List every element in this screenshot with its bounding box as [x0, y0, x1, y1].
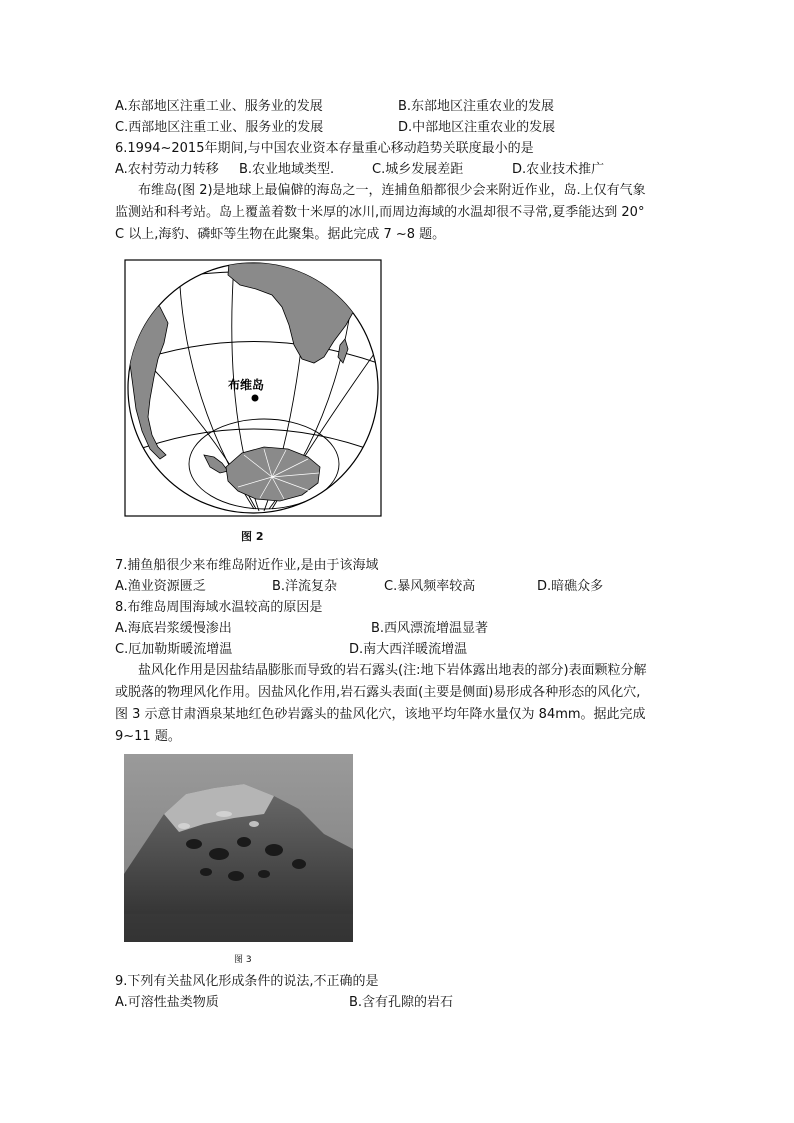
q7-option-d: D.暗礁众多 [537, 579, 604, 594]
q5-option-b: B.东部地区注重农业的发展 [398, 99, 555, 114]
passage2-line4: 9~11 题。 [115, 729, 181, 744]
q9-option-b: B.含有孔隙的岩石 [349, 995, 454, 1010]
q7-option-b: B.洋流复杂 [272, 579, 338, 594]
q6-option-a: A.农村劳动力转移 [115, 162, 219, 177]
rock-highlight [249, 821, 259, 827]
q7-stem: 7.捕鱼船很少来布维岛附近作业,是由于该海域 [115, 558, 379, 573]
weathering-hole [258, 870, 270, 878]
ground-shadow [124, 914, 353, 942]
q5-option-c: C.西部地区注重工业、服务业的发展 [115, 120, 324, 135]
q6-option-c: C.城乡发展差距 [372, 162, 464, 177]
passage1-line3: C 以上,海豹、磷虾等生物在此聚集。据此完成 7 ~8 题。 [115, 227, 446, 242]
q8-option-c: C.厄加勒斯暖流增温 [115, 642, 233, 657]
q9-stem: 9.下列有关盐风化形成条件的说法,不正确的是 [115, 974, 379, 989]
q8-option-a: A.海底岩浆缓慢渗出 [115, 621, 232, 636]
q8-stem: 8.布维岛周围海域水温较高的原因是 [115, 600, 323, 615]
q6-option-b: B.农业地域类型. [239, 162, 335, 177]
q7-option-c: C.暴风频率较高 [384, 579, 476, 594]
rock-photo-svg [124, 754, 353, 942]
q8-option-b: B.西风漂流增温显著 [371, 621, 489, 636]
q7-option-a: A.渔业资源匮乏 [115, 579, 206, 594]
weathering-hole [186, 839, 202, 849]
figure2-caption: 图 2 [241, 530, 264, 543]
q9-option-a: A.可溶性盐类物质 [115, 995, 219, 1010]
rock-highlight [178, 823, 190, 829]
q5-option-d: D.中部地区注重农业的发展 [398, 120, 556, 135]
passage2-line2: 或脱落的物理风化作用。因盐风化作用,岩石露头表面(主要是侧面)易形成各种形态的风化穴, [115, 685, 641, 700]
q5-option-a: A.东部地区注重工业、服务业的发展 [115, 99, 323, 114]
figure2-map [124, 259, 382, 517]
rock-highlight [216, 811, 232, 817]
weathering-hole [292, 859, 306, 869]
passage2-line3: 图 3 示意甘肃酒泉某地红色砂岩露头的盐风化穴，该地平均年降水量仅为 84mm。据此完成 [115, 707, 646, 722]
q6-stem: 6.1994~2015年期间,与中国农业资本存量重心移动趋势关联度最小的是 [115, 141, 534, 156]
figure3-photo [124, 754, 353, 942]
weathering-hole [228, 871, 244, 881]
weathering-hole [265, 844, 283, 856]
q6-option-d: D.农业技术推广 [512, 162, 605, 177]
weathering-hole [200, 868, 212, 876]
weathering-hole [237, 837, 251, 847]
figure3-caption: 图 3 [234, 955, 252, 965]
globe-map-svg [124, 259, 382, 517]
passage1-line1: 布维岛(图 2)是地球上最偏僻的海岛之一，连捕鱼船都很少会来附近作业，岛.上仅有气象 [138, 183, 646, 198]
passage1-line2: 监测站和科考站。岛上覆盖着数十米厚的冰川,而周边海域的水温却很不寻常,夏季能达到 20° [115, 205, 645, 220]
weathering-hole [209, 848, 229, 860]
passage2-line1: 盐风化作用是因盐结晶膨胀而导致的岩石露头(注:地下岩体露出地表的部分)表面颗粒分解 [138, 663, 647, 678]
bouvet-island-marker [252, 395, 259, 402]
q8-option-d: D.南大西洋暖流增温 [349, 642, 468, 657]
bouvet-island-label: 布维岛 [228, 378, 265, 392]
